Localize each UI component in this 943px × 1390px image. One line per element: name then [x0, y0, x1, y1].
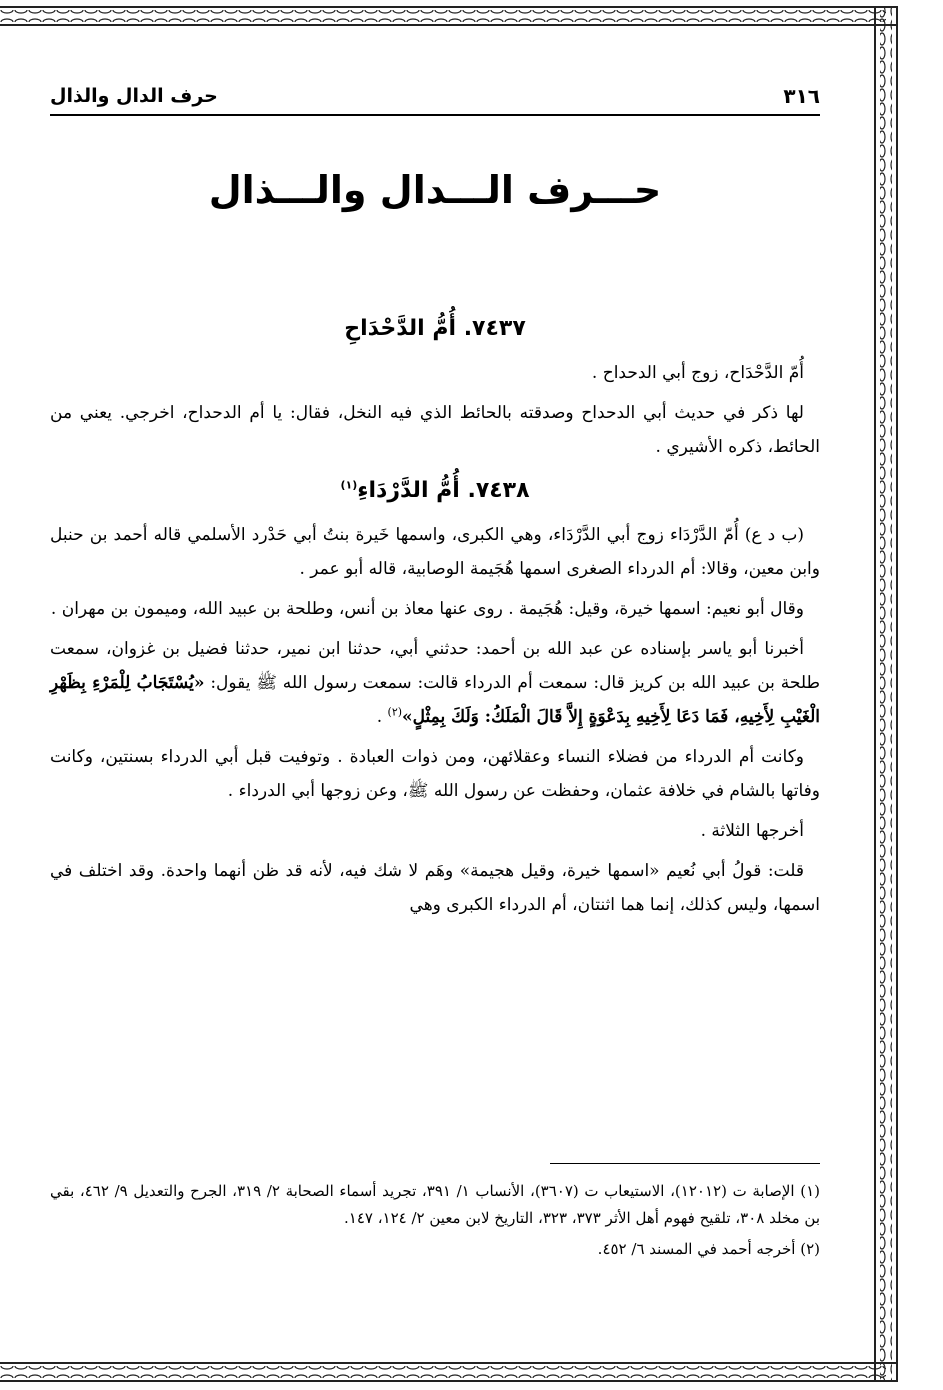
running-header — [50, 76, 820, 116]
footnote-rule — [550, 1163, 820, 1164]
footnote-ref: (١) — [340, 478, 358, 492]
page-number: ٣١٦ — [783, 84, 820, 108]
entry-heading-text: ٧٤٣٨. أُمُّ الدَّرْدَاءِ — [357, 478, 530, 503]
main-text — [50, 308, 820, 928]
paragraph: (ب د ع) أُمّ الدَّرْدَاء زوج أبي الدَّرْدَاء، وهي الكبرى، واسمها خَيرة بنتُ أبي حَدْرد الأسلمي قاله أحمد بن حنبل وابن معين، وقالا: أم الدرداء الصغرى اسمها هُجَيمة الوصابية، قاله أبو عمر . — [50, 525, 820, 579]
footnotes — [50, 1178, 820, 1267]
header-rule — [50, 114, 820, 116]
footnote-ref: (٢) — [387, 705, 403, 719]
hadith-text: «يُسْتَجَابُ لِلْمَرْءِ بِظَهْرِ الْغَيْبِ لِأَخِيهِ، فَمَا دَعَا لِأَخِيهِ بِدَعْوَةٍ إِلاَّ قَالَ الْمَلَكُ: وَلَكَ بِمِثْلٍ» — [50, 673, 820, 727]
isnad-text: أخبرنا أبو ياسر بإسناده عن عبد الله بن أحمد: حدثني أبي، حدثنا ابن نمير، حدثنا فضيل بن غزوان، سمعت طلحة بن عبيد الله بن كريز قال: سمعت أم الدرداء قالت: سمعت رسول الله ﷺ يقول: — [50, 639, 820, 693]
running-title: حرف الدال والذال — [50, 85, 218, 107]
paragraph: لها ذكر في حديث أبي الدحداح وصدقته بالحائط الذي فيه النخل، فقال: يا أم الدحداح، اخرجي. يعني من الحائط، ذكره الأشيري . — [50, 403, 820, 457]
footnote: (٢) أخرجه أحمد في المسند ٦/ ٤٥٢. — [597, 1240, 820, 1258]
paragraph: أخرجها الثلاثة . — [700, 821, 804, 841]
entry-heading — [50, 470, 820, 512]
chapter-title: حـــرف الـــدال والـــذال — [208, 168, 662, 212]
paragraph: أُمّ الدَّحْدَاح، زوج أبي الدحداح . — [591, 363, 804, 383]
paragraph: وقال أبو نعيم: اسمها خيرة، وقيل: هُجَيمة . روى عنها معاذ بن أنس، وطلحة بن عبيد الله، وميمون بن مهران . — [50, 599, 804, 619]
book-page — [50, 60, 820, 1350]
footnote: (١) الإصابة ت (١٢٠١٢)، الاستيعاب ت (٣٦٠٧)، الأنساب ١/ ٣٩١، تجريد أسماء الصحابة ٢/ ٣١٩، الجرح والتعديل ٩/ ٤٦٢، بقي بن مخلد ٣٠٨، تلقيح فهوم أهل الأثر ٣٧٣، ٣٢٣، التاريخ لابن معين ٢/ ١٢٤، ١٤٧. — [50, 1182, 820, 1227]
paragraph: أخبرنا أبو ياسر بإسناده عن عبد الله بن أحمد: حدثني أبي، حدثنا ابن نمير، حدثنا فضيل بن غزوان، سمعت طلحة بن عبيد الله بن كريز قال: سمعت أم الدرداء قالت: سمعت رسول الله ﷺ يقول: «يُسْتَجَابُ لِلْمَرْءِ بِظَهْرِ الْغَيْبِ لِأَخِيهِ، فَمَا دَعَا لِأَخِيهِ بِدَعْوَةٍ إِلاَّ قَالَ الْمَلَكُ: وَلَكَ بِمِثْلٍ»$^{(٢)}$ . — [50, 639, 820, 727]
entry-heading: ٧٤٣٧. أُمُّ الدَّحْدَاحِ — [344, 316, 526, 341]
paragraph: قلت: قولُ أبي نُعيم «اسمها خيرة، وقيل هجيمة» وهَم لا شك فيه، لأنه قد ظن أنهما واحدة. وقد اختلف في اسمها، وليس كذلك، إنما هما اثنتان، أم الدرداء الكبرى وهي — [50, 861, 820, 915]
paragraph: وكانت أم الدرداء من فضلاء النساء وعقلائهن، ومن ذوات العبادة . وتوفيت قبل أبي الدرداء بسنتين، وكانت وفاتها بالشام في خلافة عثمان، وحفظت عن رسول الله ﷺ، وعن زوجها أبي الدرداء . — [50, 747, 820, 801]
